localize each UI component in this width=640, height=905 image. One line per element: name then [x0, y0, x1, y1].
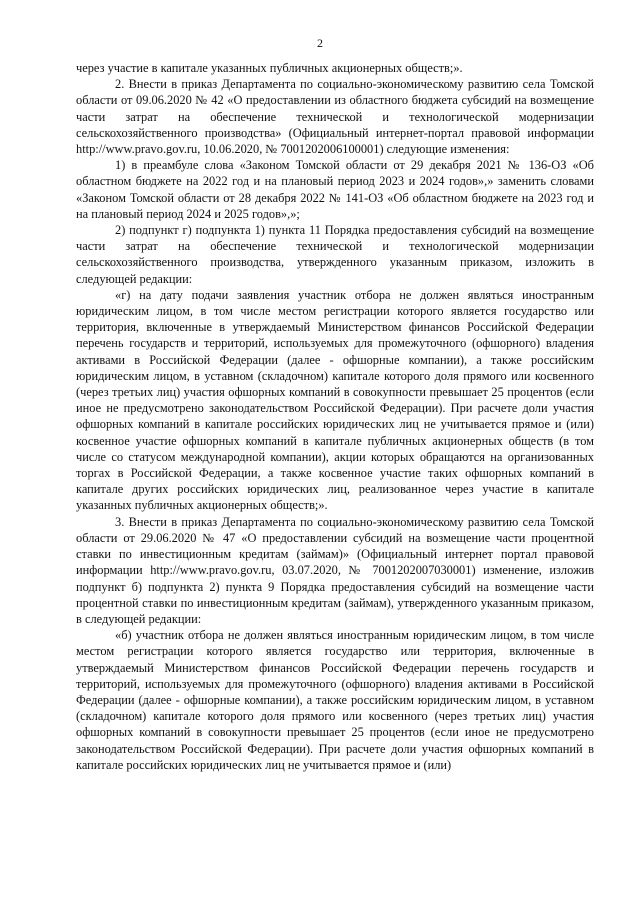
paragraph-continuation: через участие в капитале указанных публичных акционерных обществ;». [76, 61, 463, 75]
paragraph-item-2: 2. Внести в приказ Департамента по социально-экономическому развитию села Томской области от 09.06.2020 № 42 «О предоставлении из областного бюджета субсидий на возмещение части затрат на обеспечение технической и технологической модернизации сельскохозяйственного производства» (Официальный интернет-портал правовой информации http://www.pravo.gov.ru, 10.06.2020, № 7001202006100001) следующие изменения: [76, 77, 594, 157]
paragraph-quote-b: «б) участник отбора не должен являться иностранным юридическим лицом, в том числе местом регистрации которого является государство или территория, включенные в утверждаемый Министерством финансов Российской Федерации перечень государств и территорий, используемых для промежуточного (офшорного) владения активами в Российской Федерации (далее - офшорные компании), а также российским юридическим лицом, в уставном (складочном) капитале которого доля прямого или косвенного (через третьих лиц) участия офшорных компаний в совокупности превышает 25 процентов (если иное не предусмотрено законодательством Российской Федерации). При расчете доли участия офшорных компаний в капитале российских юридических лиц не учитывается прямое и (или) [76, 628, 594, 772]
paragraph-item-3: 3. Внести в приказ Департамента по социально-экономическому развитию села Томской области от 29.06.2020 № 47 «О предоставлении субсидий на возмещение части процентной ставки по инвестиционным кредитам (займам)» (Официальный интернет портал правовой информации http://www.pravo.gov.ru, 03.07.2020, № 7001202007030001) изменение, изложив подпункт б) подпункта 2) пункта 9 Порядка предоставления субсидий на возмещение части процентной ставки по инвестиционным кредитам (займам), утвержденного указанным приказом, в следующей редакции: [76, 514, 594, 626]
page-number: 2 [317, 36, 323, 50]
paragraph-subitem-2: 2) подпункт г) подпункта 1) пункта 11 Порядка предоставления субсидий на возмещение части затрат на обеспечение технической и технологической модернизации сельскохозяйственного производства, утвержденного указанным приказом, изложить в следующей редакции: [76, 223, 594, 286]
paragraph-quote-g: «г) на дату подачи заявления участник отбора не должен являться иностранным юридическим лицом, в том числе местом регистрации которого является государство или территория, включенные в утверждаемый Министерством финансов Российской Федерации перечень государств и территорий, используемых для промежуточного (офшорного) владения активами в Российской Федерации (далее - офшорные компании), а также российским юридическим лицом, в уставном (складочном) капитале которого доля прямого или косвенного (через третьих лиц) участия офшорных компаний в совокупности превышает 25 процентов (если иное не предусмотрено законодательством Российской Федерации). При расчете доли участия офшорных компаний в капитале российских юридических лиц не учитывается прямое и (или) косвенное участие офшорных компаний в капитале публичных акционерных обществ (в том числе со статусом международной компании), акции которых обращаются на организованных торгах в Российской Федерации, а также косвенное участие таких офшорных компаний в капитале других российских юридических лиц, реализованное через участие в капитале указанных публичных акционерных обществ;». [76, 287, 594, 513]
document-body [76, 60, 594, 773]
paragraph-subitem-1: 1) в преамбуле слова «Законом Томской области от 29 декабря 2021 № 136-ОЗ «Об областном бюджете на 2022 год и на плановый период 2023 и 2024 годов»,» заменить словами «Законом Томской области от 28 декабря 2022 № 141-ОЗ «Об областном бюджете на 2023 год и на плановый период 2024 и 2025 годов»,»; [76, 158, 594, 221]
